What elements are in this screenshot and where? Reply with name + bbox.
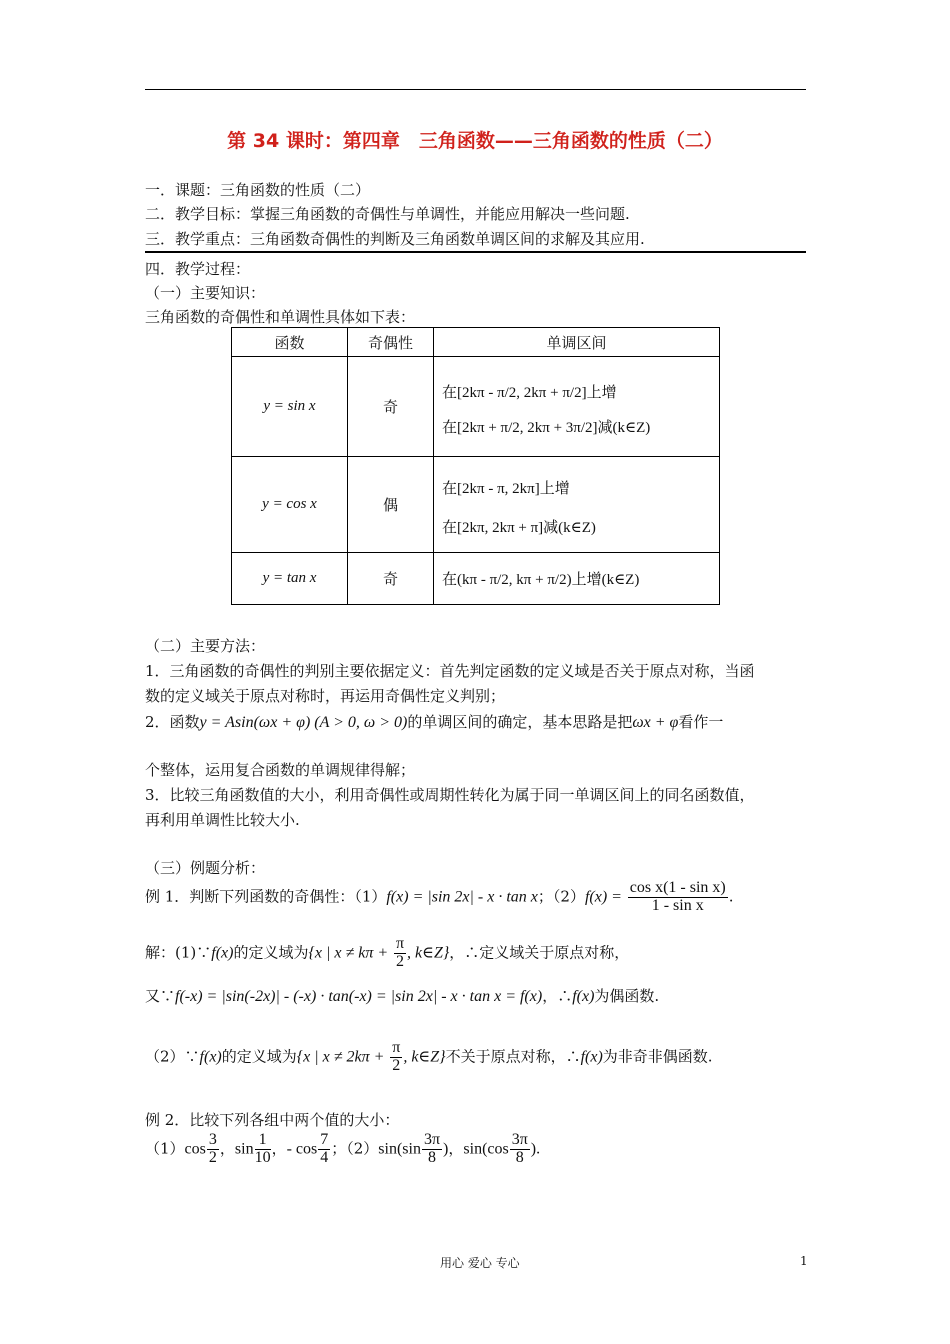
method-2-line-1 <box>145 711 723 732</box>
pi-over-2 <box>394 936 406 971</box>
parity-cell: 奇 <box>348 553 434 605</box>
example-1-separator: ；（2） <box>537 887 585 906</box>
fraction-numerator: π <box>395 935 405 952</box>
method-1-line-2: 数的定义域关于原点对称时，再运用奇偶性定义判别； <box>145 687 506 705</box>
properties-table <box>231 327 720 605</box>
example-1: 例 1．判断下列函数的奇偶性：（1）f(x) = |sin 2x| - x · tan x；（2）f(x) = $\frac{\text{cos x(1 - sin x)}}{\text{1 - sin x}}$ . <box>145 879 734 914</box>
solution-2 <box>145 1040 713 1075</box>
intro-goals: 二．教学目标：掌握三角函数的奇偶性与单调性，并能应用解决一些问题. <box>145 205 630 223</box>
semicolon: ； <box>331 1139 347 1158</box>
sin-sin-label: sin(sin <box>378 1140 421 1158</box>
sin-cos-label: sin(cos <box>463 1140 509 1158</box>
fraction-denominator: 4 <box>320 1148 329 1166</box>
end-paren: ). <box>530 1140 541 1158</box>
interval-cell <box>434 357 720 457</box>
example-2-items <box>145 1132 540 1167</box>
three-pi-over-eight <box>510 1132 530 1167</box>
fraction-denominator: 8 <box>428 1148 436 1166</box>
method-2-formula: y = Asin(ωx + φ) (A > 0, ω > 0) <box>199 714 408 731</box>
header-interval: 单调区间 <box>434 328 720 357</box>
function-tan: y = tan x <box>262 570 317 586</box>
table-intro: 三角函数的奇偶性和单调性具体如下表： <box>145 308 416 326</box>
function-cos: y = cos x <box>262 496 317 512</box>
three-over-two <box>207 1132 219 1167</box>
parity-cell: 偶 <box>348 457 434 553</box>
solution-1-suffix: ，∴定义域关于原点对称， <box>449 943 630 962</box>
cos-label: cos <box>184 1140 206 1158</box>
process-heading: 四．教学过程： <box>145 260 251 278</box>
function-cell <box>232 457 348 553</box>
comma: ， <box>271 1139 287 1158</box>
interval-line: 在[2kπ + π/2, 2kπ + 3π/2]减(k∈Z) <box>442 419 651 436</box>
solution-1b-therefore: ，∴ <box>542 987 573 1005</box>
section-rule <box>145 251 806 253</box>
three-pi-over-eight <box>422 1132 442 1167</box>
sin-label: sin <box>234 1140 254 1158</box>
fraction-denominator: 1 - sin x <box>651 896 704 914</box>
fraction-numerator: 3π <box>511 1131 528 1148</box>
solution-1-mid: 的定义域为 <box>233 943 309 962</box>
part-1-label: （1） <box>145 1139 185 1158</box>
fraction-denominator: 8 <box>515 1148 524 1166</box>
fraction-numerator: 3 <box>208 1131 217 1148</box>
interval-line: 在[2kπ, 2kπ + π]减(k∈Z) <box>442 519 596 536</box>
method-2-line-2: 个整体，运用复合函数的单调规律得解； <box>145 761 416 779</box>
pi-over-2 <box>390 1040 402 1075</box>
method-2-prefix: 2．函数 <box>145 713 200 731</box>
seven-over-four <box>318 1132 330 1167</box>
intro-topic: 一．课题：三角函数的性质（二） <box>145 181 371 199</box>
interval-line: 在(kπ - π/2, kπ + π/2)上增(k∈Z) <box>442 572 640 588</box>
solution-1-set-b: , k∈Z} <box>407 944 450 962</box>
fraction-denominator: 2 <box>395 952 404 970</box>
footer-motto: 用心 爱心 专心 <box>440 1256 520 1270</box>
example-1-function-2-lhs: f(x) = <box>584 888 622 906</box>
solution-1-f: f(x) <box>211 944 234 962</box>
table-row <box>232 457 720 553</box>
example-2-heading: 例 2．比较下列各组中两个值的大小： <box>145 1111 400 1129</box>
table-row <box>232 553 720 605</box>
solution-2-set-b: , k∈Z} <box>403 1048 446 1066</box>
solution-2-end: 为非奇非偶函数. <box>602 1047 713 1066</box>
header-function: 函数 <box>232 328 348 357</box>
fraction-denominator: 2 <box>392 1056 401 1074</box>
one-over-ten <box>255 1132 271 1167</box>
solution-2-suffix: 不关于原点对称，∴ <box>445 1047 581 1066</box>
examples-heading: （三）例题分析： <box>145 859 266 877</box>
solution-1b-prefix: 又∵ <box>145 987 176 1005</box>
solution-2-f-end: f(x) <box>580 1048 603 1066</box>
solution-2-prefix: （2）∵ <box>145 1047 200 1066</box>
top-rule <box>145 89 806 90</box>
solution-1b-suffix: 为偶函数. <box>594 987 660 1005</box>
fraction-denominator: 2 <box>208 1148 217 1166</box>
solution-1-set-a: {x | x ≠ kπ + <box>308 944 389 962</box>
table-row <box>232 357 720 457</box>
solution-2-set-a: {x | x ≠ 2kπ + <box>296 1048 385 1066</box>
fraction-numerator: 7 <box>320 1131 329 1148</box>
intro-focus: 三．教学重点：三角函数奇偶性的判断及三角函数单调区间的求解及其应用. <box>145 230 645 248</box>
methods-heading: （二）主要方法： <box>145 637 266 655</box>
function-sin: y = sin x <box>263 398 316 414</box>
fraction-numerator: 3π <box>423 1131 441 1148</box>
close-paren: ) <box>443 1140 449 1158</box>
part-2-label: （2） <box>346 1139 379 1158</box>
knowledge-heading: （一）主要知识： <box>145 284 266 302</box>
example-1-label: 例 1．判断下列函数的奇偶性：（1） <box>145 887 387 906</box>
comma: ， <box>219 1139 235 1158</box>
function-cell <box>232 553 348 605</box>
method-3-line-1: 3．比较三角函数值的大小，利用奇偶性或周期性转化为属于同一单调区间上的同名函数值， <box>145 786 755 804</box>
method-1-line-1: 1．三角函数的奇偶性的判别主要依据定义：首先判定函数的定义域是否关于原点对称，当函 <box>145 662 755 680</box>
solution-2-mid: 的定义域为 <box>221 1047 297 1066</box>
solution-2-f: f(x) <box>199 1048 222 1066</box>
function-cell <box>232 357 348 457</box>
interval-cell <box>434 457 720 553</box>
page-number: 1 <box>800 1254 808 1268</box>
header-parity: 奇偶性 <box>348 328 434 357</box>
fraction-numerator: 1 <box>255 1132 271 1150</box>
comma: ， <box>448 1139 464 1158</box>
method-2-variable: ωx + φ <box>632 714 679 731</box>
solution-1b <box>145 985 659 1006</box>
interval-line: 在[2kπ - π/2, 2kπ + π/2]上增 <box>442 384 617 401</box>
parity-cell: 奇 <box>348 357 434 457</box>
page-title: 第 34 课时：第四章 三角函数——三角函数的性质（二） <box>227 130 723 152</box>
solution-1-prefix: 解：(1)∵ <box>145 943 212 962</box>
example-1-fraction <box>628 880 728 915</box>
solution-1 <box>145 936 629 971</box>
interval-line: 在[2kπ - π, 2kπ]上增 <box>442 480 570 497</box>
method-2-mid: 的单调区间的确定，基本思路是把 <box>407 713 633 731</box>
solution-1b-formula: f(-x) = |sin(-2x)| - (-x) · tan(-x) = |sin 2x| - x · tan x = f(x) <box>175 988 543 1005</box>
method-2-suffix: 看作一 <box>678 713 724 731</box>
fraction-numerator: π <box>392 1039 401 1056</box>
solution-1b-f: f(x) <box>572 988 595 1005</box>
example-1-function-1: f(x) = |sin 2x| - x · tan x <box>386 888 538 906</box>
fraction-denominator: 10 <box>254 1148 271 1166</box>
neg-cos-label: - cos <box>286 1140 318 1158</box>
method-3-line-2: 再利用单调性比较大小. <box>145 811 300 829</box>
table-header-row <box>232 328 720 357</box>
fraction-numerator: cos x(1 - sin x) <box>629 879 726 896</box>
interval-cell <box>434 553 720 605</box>
